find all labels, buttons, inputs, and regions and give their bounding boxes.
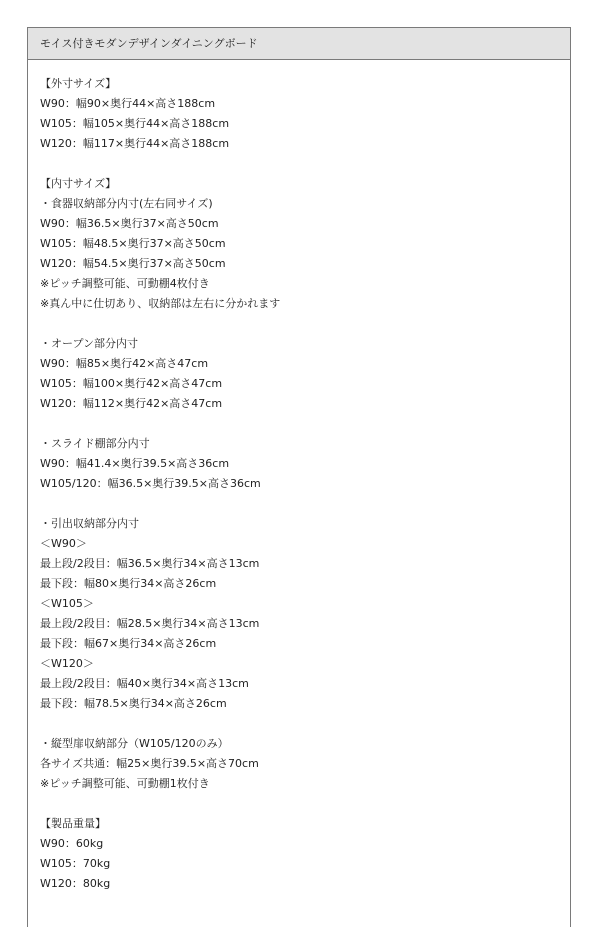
size-variant-label: ＜W120＞ xyxy=(40,657,94,670)
spec-line: W120：幅112×奥行42×高さ47cm xyxy=(40,397,223,410)
section-heading: 【製品重量】 xyxy=(40,817,106,830)
spec-section-vertical-door xyxy=(40,734,570,794)
section-heading: 【内寸サイズ】 xyxy=(40,177,117,190)
spec-body xyxy=(28,60,570,894)
spec-line: W105：幅100×奥行42×高さ47cm xyxy=(40,377,223,390)
spec-line: W90：幅85×奥行42×高さ47cm xyxy=(40,357,209,370)
spec-panel xyxy=(27,27,571,927)
spec-line: W90：幅36.5×奥行37×高さ50cm xyxy=(40,217,219,230)
spec-section-inner-size xyxy=(40,174,570,314)
subsection-heading: ・食器収納部分内寸(左右同サイズ) xyxy=(40,197,213,210)
subsection-heading: ・オープン部分内寸 xyxy=(40,337,139,350)
spec-note: ※真ん中に仕切あり、収納部は左右に分かれます xyxy=(40,297,281,310)
spec-line: W105：幅48.5×奥行37×高さ50cm xyxy=(40,237,226,250)
spec-line: W120：幅54.5×奥行37×高さ50cm xyxy=(40,257,226,270)
panel-title: モイス付きモダンデザインダイニングボード xyxy=(28,28,570,60)
spec-line: W105：幅105×奥行44×高さ188cm xyxy=(40,117,230,130)
subsection-heading: ・スライド棚部分内寸 xyxy=(40,437,150,450)
size-variant-label: ＜W105＞ xyxy=(40,597,94,610)
spec-line: 最下段：幅78.5×奥行34×高さ26cm xyxy=(40,697,227,710)
spec-section-outer-size xyxy=(40,74,570,154)
spec-note: ※ピッチ調整可能、可動棚4枚付き xyxy=(40,277,210,290)
subsection-heading: ・引出収納部分内寸 xyxy=(40,517,139,530)
spec-line: 各サイズ共通：幅25×奥行39.5×高さ70cm xyxy=(40,757,259,770)
spec-line: 最下段：幅80×奥行34×高さ26cm xyxy=(40,577,217,590)
spec-line: W90：幅41.4×奥行39.5×高さ36cm xyxy=(40,457,230,470)
spec-line: 最上段/2段目：幅40×奥行34×高さ13cm xyxy=(40,677,249,690)
size-variant-label: ＜W90＞ xyxy=(40,537,87,550)
spec-line: W105：70kg xyxy=(40,857,111,870)
spec-line: 最下段：幅67×奥行34×高さ26cm xyxy=(40,637,217,650)
spec-section-weight xyxy=(40,814,570,894)
spec-note: ※ピッチ調整可能、可動棚1枚付き xyxy=(40,777,210,790)
spec-line: 最上段/2段目：幅36.5×奥行34×高さ13cm xyxy=(40,557,260,570)
spec-line: W105/120：幅36.5×奥行39.5×高さ36cm xyxy=(40,477,261,490)
spec-section-slide-shelf xyxy=(40,434,570,494)
spec-line: W90：60kg xyxy=(40,837,104,850)
spec-line: 最上段/2段目：幅28.5×奥行34×高さ13cm xyxy=(40,617,260,630)
spec-section-drawers xyxy=(40,514,570,714)
spec-line: W120：80kg xyxy=(40,877,111,890)
spec-section-open-area xyxy=(40,334,570,414)
spec-line: W120：幅117×奥行44×高さ188cm xyxy=(40,137,230,150)
subsection-heading: ・縦型扉収納部分（W105/120のみ） xyxy=(40,737,229,750)
spec-line: W90：幅90×奥行44×高さ188cm xyxy=(40,97,216,110)
section-heading: 【外寸サイズ】 xyxy=(40,77,117,90)
